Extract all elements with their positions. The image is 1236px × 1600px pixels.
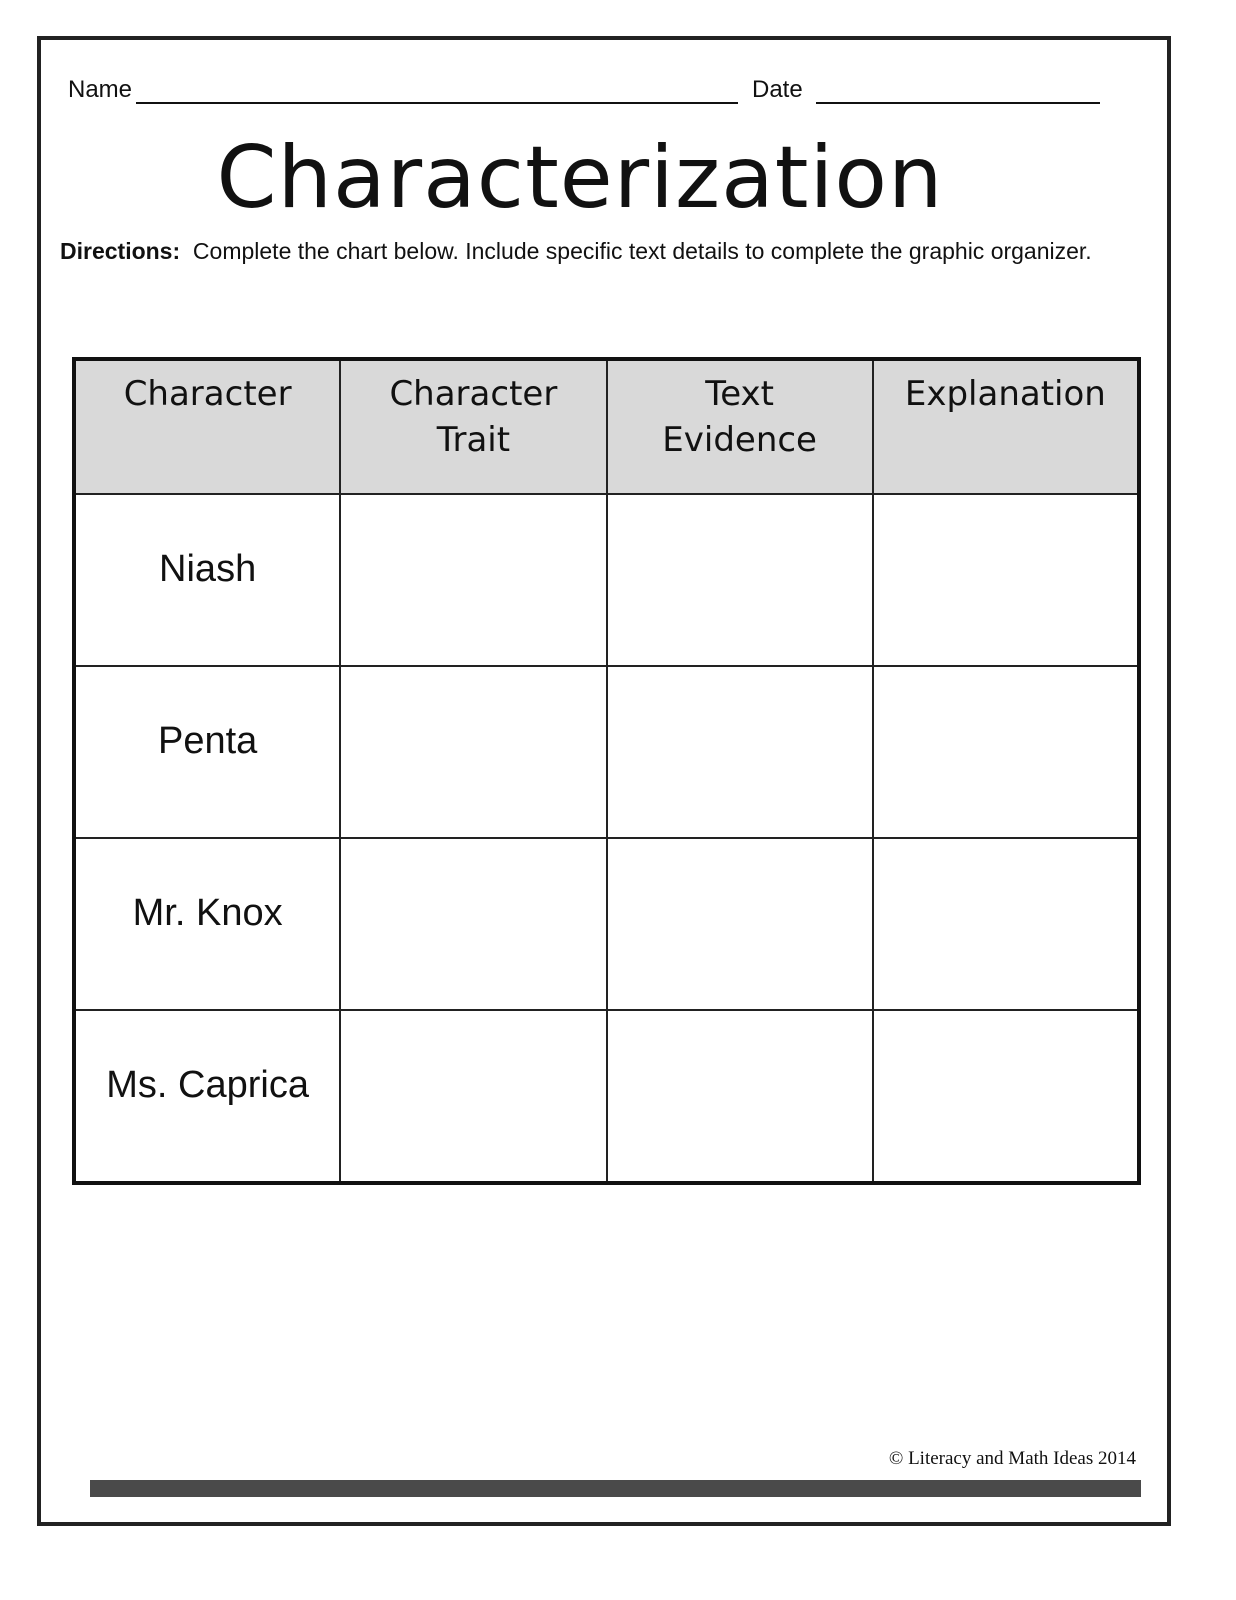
character-name-cell: Niash: [74, 494, 340, 666]
directions: [60, 236, 1120, 267]
explanation-cell[interactable]: [873, 838, 1139, 1010]
page-title: Characterization: [216, 128, 944, 228]
column-header-text-evidence: [607, 359, 873, 494]
explanation-cell[interactable]: [873, 494, 1139, 666]
directions-label: Directions:: [60, 238, 181, 264]
name-label: Name: [68, 76, 133, 103]
table-row: [74, 666, 1139, 838]
directions-text: Complete the chart below. Include specific text details to complete the graphic organizer.: [192, 238, 1092, 264]
table-row: [74, 494, 1139, 666]
column-header-line: Trait: [436, 420, 511, 460]
table-row: [74, 838, 1139, 1010]
name-field[interactable]: [136, 102, 738, 104]
copyright-notice: © Literacy and Math Ideas 2014: [888, 1448, 1136, 1469]
table-row: [74, 1010, 1139, 1183]
column-header-character-trait: [340, 359, 606, 494]
date-label: Date: [752, 76, 803, 103]
evidence-cell[interactable]: [607, 838, 873, 1010]
character-name-cell: Ms. Caprica: [74, 1010, 340, 1183]
column-header-line: Explanation: [904, 374, 1106, 414]
evidence-cell[interactable]: [607, 494, 873, 666]
column-header-line: Text: [705, 374, 774, 414]
trait-cell[interactable]: [340, 838, 606, 1010]
table-header-row: [74, 359, 1139, 494]
column-header-line: Character: [389, 374, 558, 414]
column-header-line: Character: [123, 374, 292, 414]
explanation-cell[interactable]: [873, 1010, 1139, 1183]
column-header-explanation: [873, 359, 1139, 494]
explanation-cell[interactable]: [873, 666, 1139, 838]
evidence-cell[interactable]: [607, 666, 873, 838]
evidence-cell[interactable]: [607, 1010, 873, 1183]
character-name-cell: Penta: [74, 666, 340, 838]
date-field[interactable]: [816, 102, 1100, 104]
column-header-line: Evidence: [662, 420, 817, 460]
trait-cell[interactable]: [340, 1010, 606, 1183]
trait-cell[interactable]: [340, 666, 606, 838]
trait-cell[interactable]: [340, 494, 606, 666]
characterization-table: [72, 357, 1141, 1185]
footer-bar: [90, 1480, 1141, 1497]
character-name-cell: Mr. Knox: [74, 838, 340, 1010]
column-header-character: [74, 359, 340, 494]
